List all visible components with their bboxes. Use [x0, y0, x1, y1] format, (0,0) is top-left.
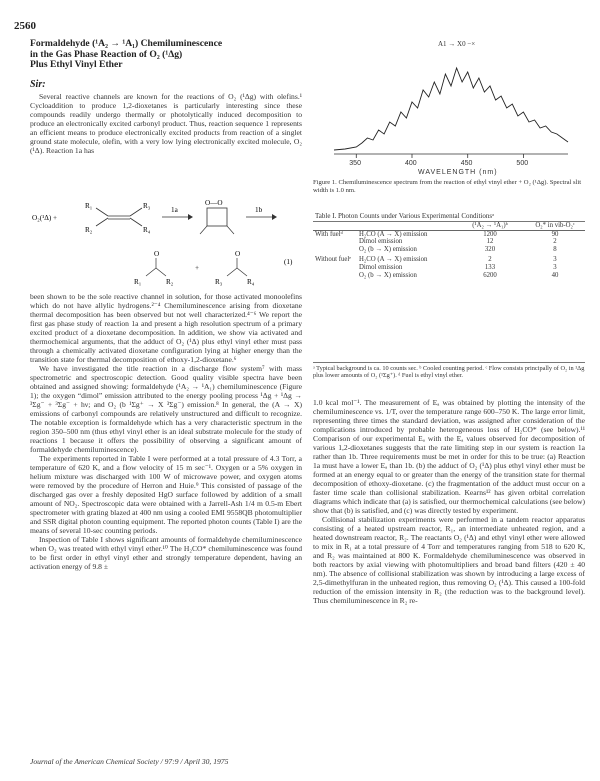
right-paragraph: 1.0 kcal mol⁻¹. The measurement of Eₐ was obtained by plotting the intensity of the chemiluminescence vs. 1/T, over the temperature range 600–750 K. The large error limit, representing three times the standard deviation, was assigned after consideration of the complications introduced by probable heterogeneous loss of H₂CO* (see below).¹¹ Comparison of our experimental Eₐ with the Eₐ values observed for decomposition of various 1,2-dioxetanes suggests that the rate limiting step in our system is reaction 1a rather than 1b. Three requirements must be met in order for this to be true: (a) Reaction 1a must have a lower Eₐ than 1b. (b) the adduct of O₂ (¹Δ) plus ethyl vinyl ether must be formed at an energy equal to or greater than the energy of the transition state for thermal decomposition of ethoxy-dioxetane. (c) the fragmentation of the adduct must occur on a faster time scale than collisional stabilization. Kearns¹² has given orbital correlation diagrams which indicate that (a) is satisfied, our thermochemical calculations (see below) show that (b) is satisfied, and (c) was directly tested by experiment.	[313, 398, 585, 515]
svg-text:O: O	[154, 250, 160, 258]
eq-prod-r1: R₁	[134, 278, 142, 286]
journal-footer: Journal of the American Chemical Society / 97:9 / April 30, 1975	[30, 757, 229, 766]
x-tick-label: 500	[516, 160, 529, 167]
table-footnotes: ᵃ Typical background is ca. 10 counts sec. ᵇ Cooled counting period. ᶜ Flow consists principally of O₂ in ¹Δg plus lower amounts of O₂ (¹Σg⁺). ᵈ Fuel is ethyl vinyl ether.	[313, 365, 585, 380]
col-header: O₂* in vib-O₂ᶜ	[525, 222, 585, 230]
intro-paragraph	[30, 92, 302, 192]
table-row	[313, 256, 585, 264]
x-tick-label: 400	[405, 160, 417, 167]
cell-label: O₂ (b → X) emission	[359, 245, 417, 253]
cell-v2: 90	[551, 230, 559, 238]
left-paragraph: been shown to be the sole reactive channel in solution, for those activated monoolefins which do not have allylic hydrogens.²⁻⁴ Chemiluminescence arising from dioxetane thermal decomposition has been observed but not well characterized.⁴⁻⁶ We report the first gas phase study of reaction 1a and present a high resolution spectrum of a primary excited product of a dioxetane decomposition. In addition, we show via activated and thermochemical arguments, that the adduct of O₂ (¹Δ) plus ethyl vinyl ether must pass through a chemically activated dioxetane configuration lying at higher energy than the transition state for thermal decomposition of ethoxy-1,2-dioxetane.⁶	[30, 292, 302, 364]
photon-count-table	[313, 222, 585, 279]
eq-reactant: O₂(¹Δ) +	[32, 214, 58, 222]
right-paragraph: Collisional stabilization experiments were performed in a tandem reactor apparatus consisting of a heated upstream reactor, R₁, an intermediate unheated region, and a heated downstream reactor, R₂. The reactants O₂ (¹Δ) and ethyl vinyl ether were allowed to mix in R₁ at a total pressure of 4 Torr and temperatures ranging from 518 to 620 K, and R₂ was maintained at 800 K. Formaldehyde chemiluminescence was observed in both reactors by axial viewing with photomultipliers and broad band filters (420 ± 40 nm). The absence of collisional stabilization was shown by introducing a large excess of 2,5-dimethylfuran in the unheated region, thus removing O₂ (¹Δ). This caused a 100-fold reduction of the emission intensity in R₂ (the reduction was to the background level). Thus chemiluminescence in R₂ re-	[313, 515, 585, 605]
title-line: Formaldehyde (¹A₂ → ¹A₁) Chemiluminescence	[30, 38, 223, 49]
cell-v2: 40	[551, 271, 559, 279]
eq-arrow-label-b: 1b	[255, 206, 263, 214]
cell-group: Without fuelᵉ	[315, 256, 352, 264]
cell-label: O₂ (b → X) emission	[359, 271, 417, 279]
page-number: 2560	[14, 20, 36, 32]
salutation: Sir:	[30, 79, 46, 90]
cell-group	[313, 246, 357, 257]
cell-v2: 3	[553, 256, 557, 264]
cell-v1: 320	[484, 245, 496, 253]
x-tick-label: 450	[460, 160, 473, 167]
left-column-body	[30, 292, 302, 750]
eq-r4: R₄	[143, 226, 151, 234]
left-paragraph: The experiments reported in Table I were performed at a total pressure of 4.3 Torr, a temperature of 620 K, and a flow velocity of 15 m sec⁻¹. Oxygen or a 5% oxygen in helium mixture was discharged with 100 W of microwave power, and oxygen atoms were removed by the procedure of Herron and Huie.⁹ This consisted of passage of the discharged gas over a freshly deposited HgO surface followed by addition of a small amount of NO₂. Spectroscopic data were obtained with a Jarrell-Ash 1/4 m 0.5-m Ebert spectrometer with grating blazed at 400 nm using a cooled EMI 9558QB photomultiplier and SSR digital photon counting equipment. The reported photon counts (Table I) are the means of several 10-sec counting periods.	[30, 454, 302, 535]
table-bottom-rule	[313, 362, 585, 363]
cell-label: Dimol emission	[359, 238, 403, 246]
eq-plus: +	[195, 264, 200, 272]
col-header: (¹A₂ → ¹A₁)ᵇ	[455, 222, 525, 230]
cell-label: H₂CO (A → X) emission	[359, 230, 428, 238]
table-row	[313, 264, 585, 272]
col-header	[357, 222, 455, 230]
cell-label: Dimol emission	[359, 263, 403, 271]
title-line: Plus Ethyl Vinyl Ether	[30, 59, 123, 70]
table-row	[313, 246, 585, 257]
eq-prod-r4: R₄	[247, 278, 255, 286]
eq-prod-r2: R₂	[166, 278, 174, 286]
figure-1-chart	[320, 36, 582, 176]
svg-text:O: O	[235, 250, 241, 258]
eq-prod-r3: R₃	[215, 278, 223, 286]
x-axis-label: WAVELENGTH (nm)	[418, 169, 498, 176]
left-paragraph: Inspection of Table I shows significant amounts of formaldehyde chemiluminescence when O₂ was treated with ethyl vinyl ether.¹⁰ The H₂CO* chemiluminescence was found to be first order in ethyl vinyl ether and strongly temperature dependent, having an activation energy of 9.8 ±	[30, 535, 302, 571]
eq-r3: R₃	[143, 202, 151, 210]
table-row	[313, 238, 585, 246]
cell-v2: 3	[553, 263, 557, 271]
eq-r1: R₁	[85, 202, 93, 210]
svg-text:O—O: O—O	[205, 199, 223, 207]
eq-arrow-label-a: 1a	[171, 206, 178, 214]
cell-label: H₂CO (A → X) emission	[359, 256, 428, 264]
eq-r2: R₂	[85, 226, 93, 234]
cell-group	[313, 264, 357, 272]
col-header	[313, 222, 357, 230]
title-line: in the Gas Phase Reaction of O₂ (¹Δg)	[30, 48, 183, 60]
cell-v1: 12	[486, 238, 494, 246]
figure-top-label: A1 → X0 −×	[438, 40, 476, 48]
table-row	[313, 272, 585, 280]
cell-v1: 133	[484, 263, 496, 271]
cell-group	[313, 272, 357, 280]
cell-group: With fuelᵈ	[315, 230, 343, 238]
spectrum-line	[334, 68, 568, 150]
article-title	[30, 39, 302, 71]
intro-text: Several reactive channels are known for the reactions of O₂ (¹Δg) with olefins.¹ Cycloaddition to produce 1,2-dioxetanes is particularly interesting since these compounds readily undergo thermally or photolytically induced decomposition to produce an electronically excited carbonyl product. Thus, reaction sequence 1 represents an efficient means to produce electronically excited products from reaction of a singlet ground state molecule, olefin, with a very low lying electronically excited molecule, O₂ (¹Δ). Reaction 1a has	[30, 92, 302, 155]
table-title: Table I. Photon Counts under Various Experimental Conditionsᵃ	[315, 212, 494, 220]
eq-number: (1)	[284, 258, 293, 266]
cell-v2: 8	[553, 245, 557, 253]
right-column-body	[313, 398, 585, 750]
cell-v1: 1200	[483, 230, 497, 238]
cell-v1: 6200	[483, 271, 497, 279]
cell-v2: 2	[553, 238, 557, 246]
table-header-row	[313, 222, 585, 230]
x-tick-label: 350	[349, 160, 361, 167]
left-paragraph: We have investigated the title reaction in a discharge flow system⁷ with mass spectrometric and spectroscopic detection. Good quality visible spectra have been obtained and assigned showing: formaldehyde (¹A₂ → ¹A₁) chemiluminescence (Figure 1); the oxygen “dimol” emission attributed to the energy pooling process ¹Δg + ¹Δg → ³Σg⁻ + ³Σg⁻ + hν; and O₂ (b ¹Σg⁺ → X ³Σg⁻) emission.⁸ In general, the (A → X) emissions of carbonyl compounds are relatively unstructured and difficult to recognize. The notable exception is formaldehyde which has a very characteristic spectrum in the region 350–500 nm (thus ethyl vinyl ether is an ideal substrate molecule for the study of reactions 1 because it offers the possibility of observing a significant amount of formaldehyde chemiluminescence).	[30, 364, 302, 454]
figure-caption: Figure 1. Chemiluminescence spectrum from the reaction of ethyl vinyl ether + O₂ (¹Δg). Spectral slit width is 1.0 nm.	[313, 179, 582, 194]
cell-v1: 2	[488, 256, 492, 264]
reaction-scheme	[22, 196, 312, 288]
cell-group	[313, 238, 357, 246]
table-row	[313, 230, 585, 238]
